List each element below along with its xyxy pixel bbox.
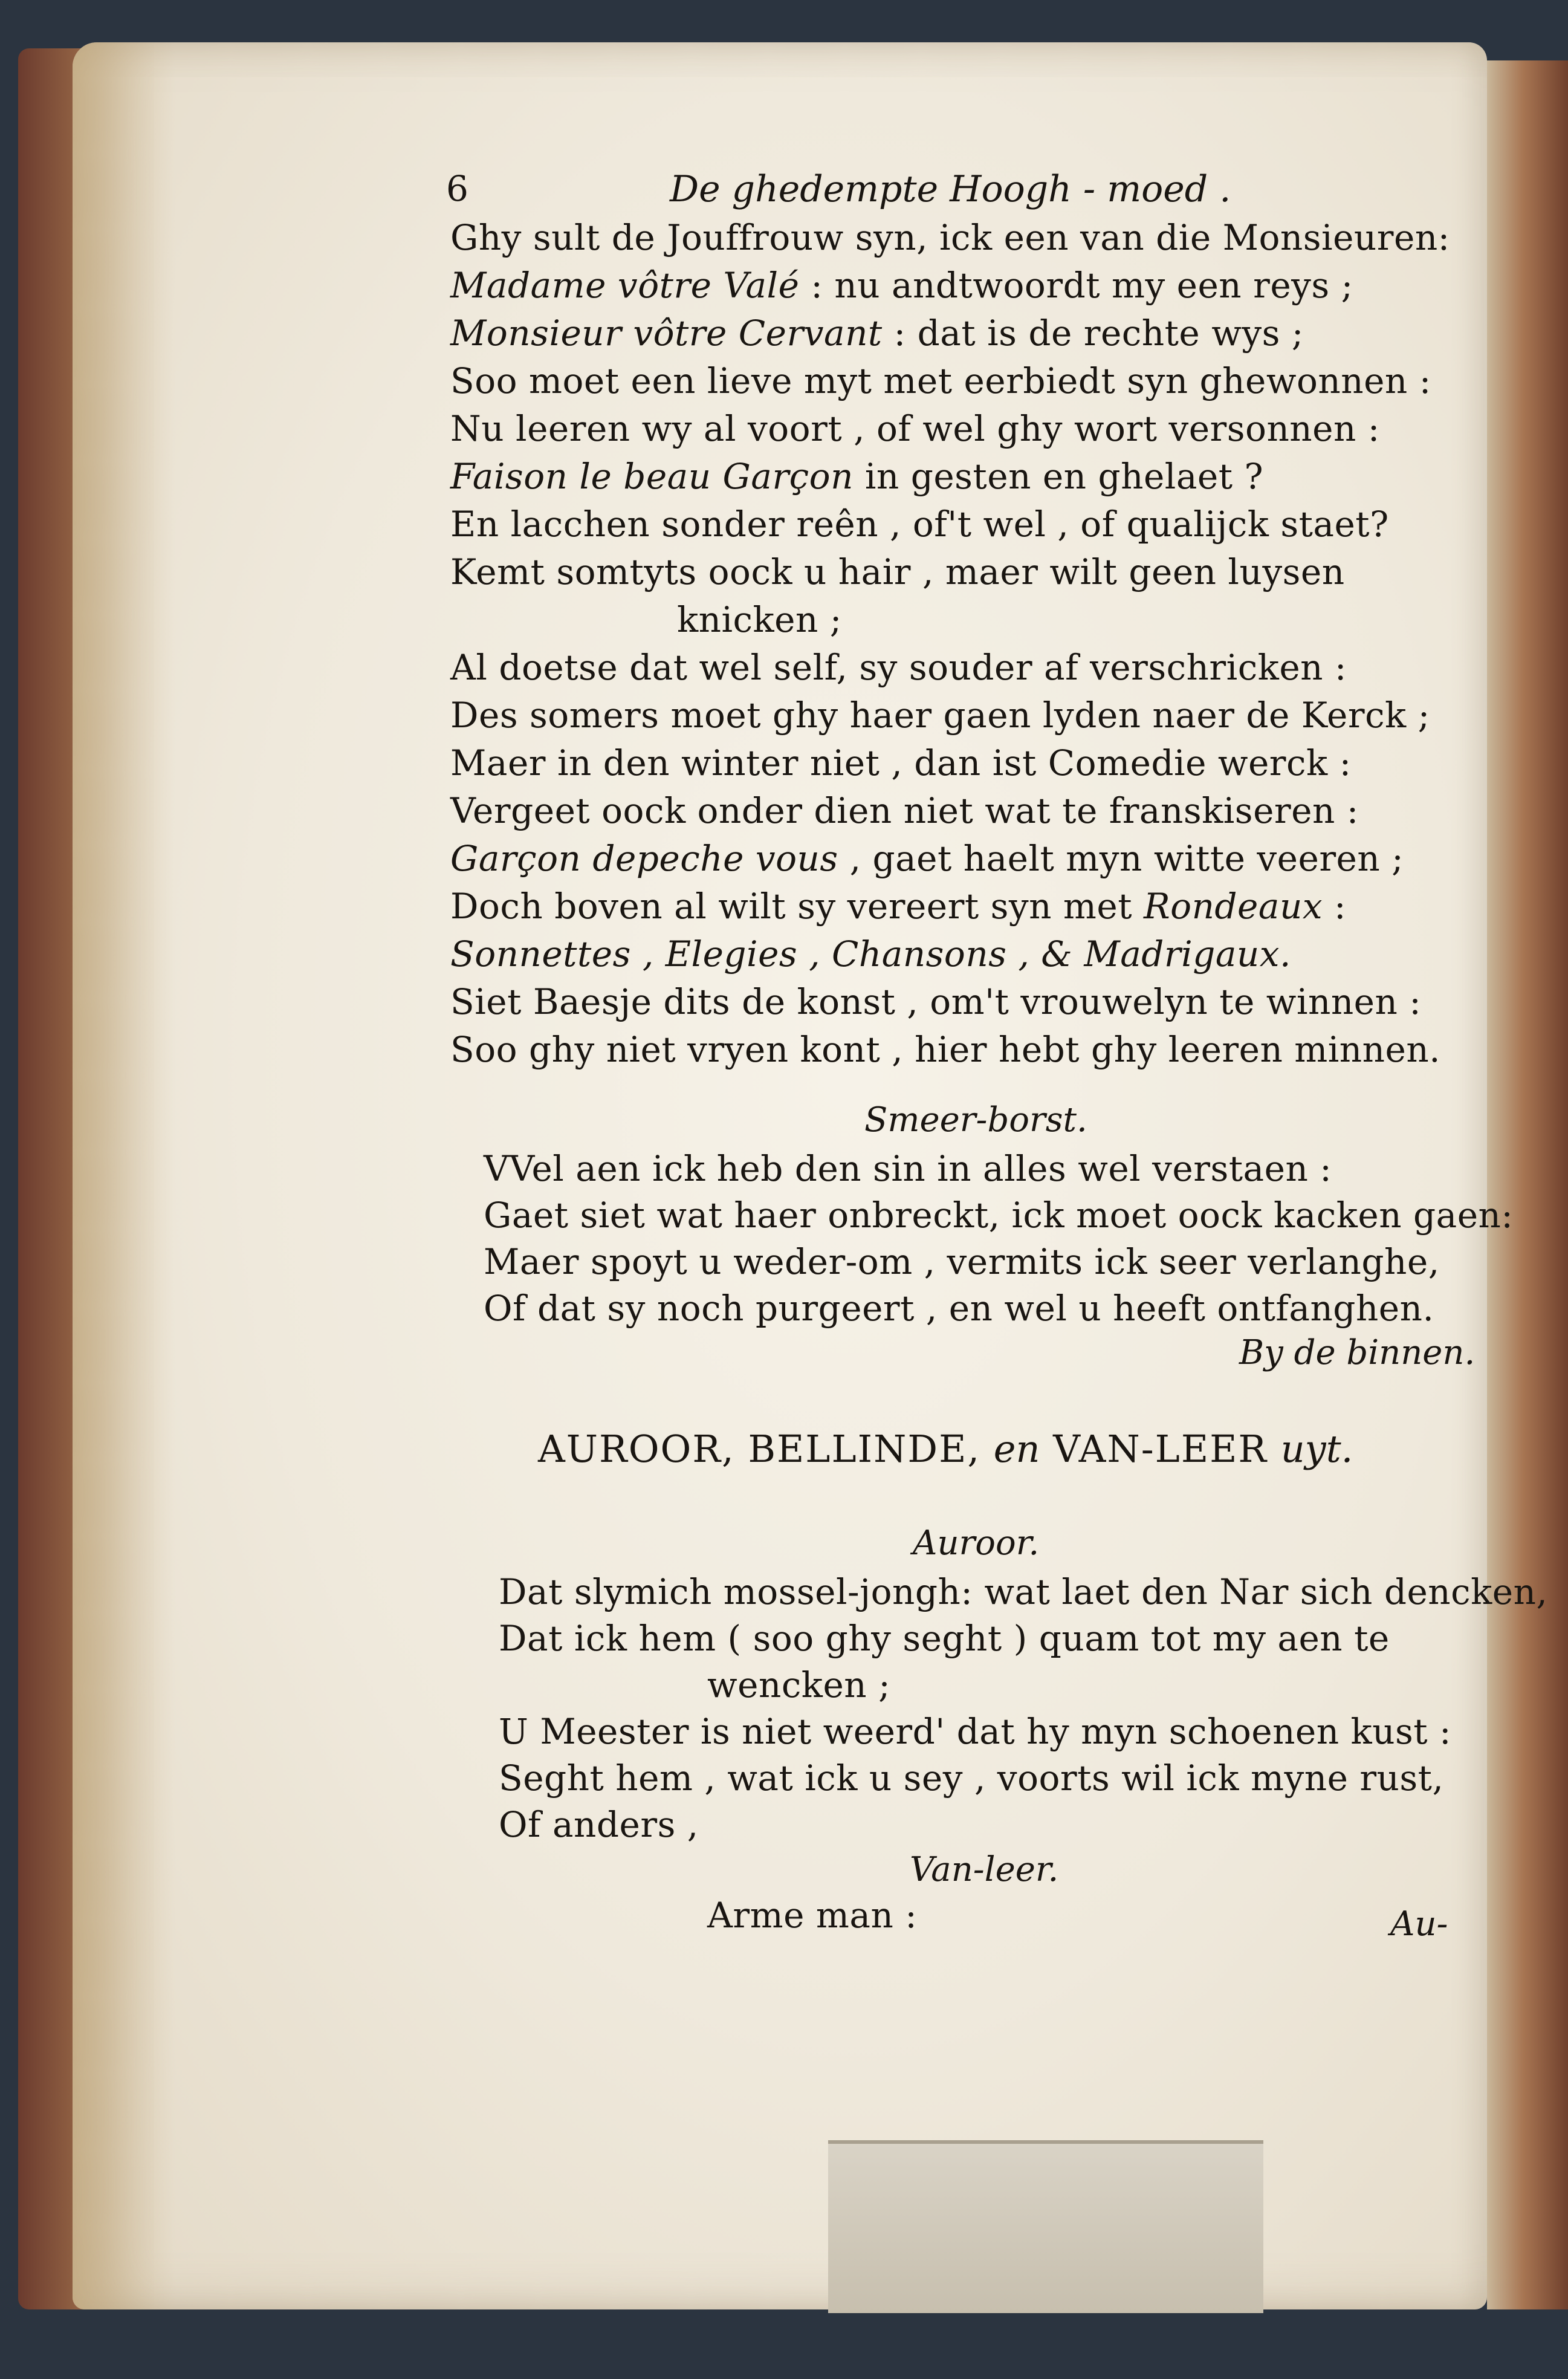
verse-text: Des somers moet ghy haer gaen lyden naer de Kerck ;	[450, 695, 1430, 736]
verse-text: Doch boven al wilt sy vereert syn met	[450, 886, 1144, 927]
verse-line	[450, 934, 1291, 974]
running-title: De ghedempte Hoogh - moed .	[670, 168, 1231, 210]
verse-line	[450, 361, 1431, 401]
verse-line	[677, 600, 842, 640]
verse-text: Nu leeren wy al voort , of wel ghy wort versonnen :	[450, 408, 1380, 449]
verse-line	[450, 265, 1353, 305]
verse-line	[450, 886, 1346, 926]
verse-text: Soo moet een lieve myt met eerbiedt syn ghewonnen :	[450, 360, 1431, 401]
verse-italic-text: Madame vôtre Valé	[450, 265, 800, 306]
verse-text: Maer spoyt u weder-om , vermits ick seer verlanghe,	[484, 1241, 1440, 1282]
verse-line	[499, 1712, 1451, 1751]
speaker-van-leer: Van-leer.	[910, 1850, 1059, 1889]
verse-text: wencken ;	[707, 1664, 891, 1706]
verse-text: Siet Baesje dits de konst , om't vrouwelyn te winnen :	[450, 981, 1422, 1022]
verse-text: in gesten en ghelaet ?	[853, 456, 1264, 497]
verse-italic-text: Faison le beau Garçon	[450, 456, 854, 497]
verse-line	[484, 1195, 1513, 1235]
scene-heading-suffix: uyt.	[1280, 1427, 1353, 1471]
verse-text: VVel aen ick heb den sin in alles wel verstaen :	[484, 1148, 1332, 1189]
verse-text: Dat ick hem ( soo ghy seght ) quam tot my aen te	[499, 1618, 1390, 1659]
verse-italic-text: Garçon depeche vous	[450, 838, 838, 879]
page-number: 6	[446, 168, 468, 209]
verse-text: U Meester is niet weerd' dat hy myn schoenen kust :	[499, 1711, 1452, 1752]
last-line: Arme man :	[707, 1895, 918, 1936]
verse-text: Dat slymich mossel-jongh: wat laet den Nar sich dencken,	[499, 1571, 1548, 1612]
verse-line	[450, 647, 1347, 687]
verse-line	[450, 504, 1389, 544]
verse-line	[450, 218, 1450, 258]
verse-line	[499, 1758, 1443, 1798]
verse-text: Seght hem , wat ick u sey , voorts wil ick myne rust,	[499, 1757, 1444, 1799]
verse-text: Al doetse dat wel self, sy souder af verschricken :	[450, 647, 1347, 688]
verse-italic-text: Rondeaux	[1143, 886, 1323, 927]
verse-line	[499, 1805, 699, 1845]
verse-line	[707, 1665, 890, 1705]
verse-line	[499, 1618, 1390, 1658]
verse-line	[484, 1288, 1434, 1328]
scene-heading-conj: en	[993, 1427, 1040, 1471]
catchword: Au-	[1390, 1904, 1448, 1944]
verse-text: Gaet siet wat haer onbreckt, ick moet oock kacken gaen:	[484, 1195, 1514, 1236]
verse-line	[484, 1242, 1440, 1282]
scene-heading-names-b: VAN-LEER	[1053, 1427, 1268, 1471]
verse-text: En lacchen sonder reên , of't wel , of qualijck staet?	[450, 504, 1389, 545]
verse-text: Vergeet oock onder dien niet wat te franskiseren :	[450, 790, 1359, 831]
scene-heading-names-a: AUROOR, BELLINDE,	[538, 1427, 981, 1471]
scene-heading	[538, 1427, 1353, 1471]
verse-line	[450, 982, 1421, 1022]
verse-text: : dat is de rechte wys ;	[882, 313, 1304, 354]
verse-text: knicken ;	[677, 599, 842, 640]
verse-line	[450, 791, 1359, 831]
verse-line	[450, 456, 1263, 496]
verse-line	[450, 1030, 1440, 1069]
verse-italic-text: Sonnettes , Elegies , Chansons , & Madrigaux.	[450, 933, 1291, 975]
speaker-smeer-borst: Smeer-borst.	[864, 1100, 1087, 1140]
verse-line	[450, 409, 1380, 449]
verse-text: :	[1323, 886, 1347, 927]
verse-line	[450, 839, 1404, 878]
verse-text: Of dat sy noch purgeert , en wel u heeft ontfanghen.	[484, 1288, 1434, 1329]
speaker-auroor: Auroor.	[913, 1524, 1040, 1563]
verse-text: Of anders ,	[499, 1804, 699, 1845]
verse-line	[499, 1572, 1547, 1612]
verse-italic-text: Monsieur vôtre Cervant	[450, 313, 883, 354]
stage-direction: By de binnen.	[1239, 1333, 1476, 1372]
verse-text: Ghy sult de Jouffrouw syn, ick een van die Monsieuren:	[450, 217, 1450, 258]
verse-text: , gaet haelt myn witte veeren ;	[838, 838, 1404, 879]
verse-text: Soo ghy niet vryen kont , hier hebt ghy leeren minnen.	[450, 1029, 1441, 1070]
verse-line	[450, 552, 1345, 592]
verse-line	[484, 1149, 1332, 1189]
verse-text: Maer in den winter niet , dan ist Comedie werck :	[450, 742, 1352, 784]
verse-line	[450, 743, 1352, 783]
verse-line	[450, 695, 1430, 735]
verse-text: : nu andtwoordt my een reys ;	[799, 265, 1353, 306]
verse-text: Kemt somtyts oock u hair , maer wilt geen luysen	[450, 551, 1345, 592]
verse-line	[450, 313, 1304, 353]
